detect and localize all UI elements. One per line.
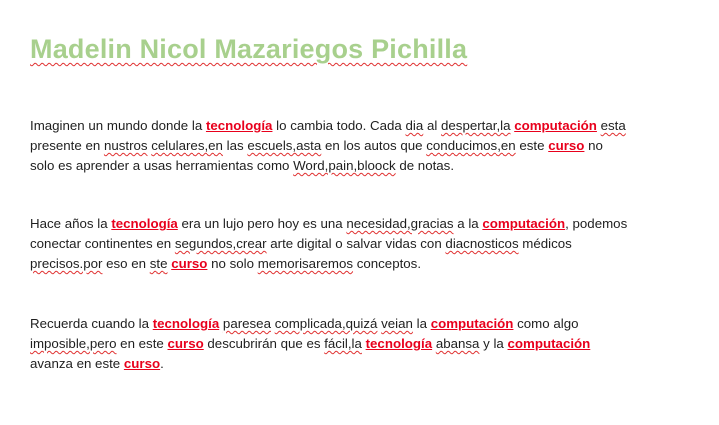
misspelled-word: abansa (435, 336, 480, 351)
text-run: y la (479, 336, 508, 351)
text-run: en este (116, 336, 168, 351)
keyword: computación (430, 316, 514, 331)
text-run: en los autos que (321, 138, 427, 153)
misspelled-word: segundos,crear (174, 236, 267, 251)
text-run: presente en (30, 138, 104, 153)
paragraph-3 (30, 314, 630, 374)
text-run: a la (453, 216, 483, 231)
misspelled-word: despertar,la (441, 118, 511, 133)
misspelled-word: diacnosticos (445, 236, 519, 251)
misspelled-word: ste (149, 256, 168, 271)
text-run: . (160, 356, 164, 371)
text-run: no solo es aprender a usas herramientas como (30, 138, 603, 173)
text-run: no solo (207, 256, 258, 271)
text-run: conceptos. (353, 256, 422, 271)
keyword: curso (123, 356, 161, 371)
misspelled-word: necesidad,gracias (346, 216, 454, 231)
misspelled-word: fácil,la (324, 336, 362, 351)
misspelled-word: esta (600, 118, 626, 133)
text-run: avanza en este (30, 356, 124, 371)
keyword: tecnología (365, 336, 433, 351)
keyword: computación (482, 216, 566, 231)
text-run: descubrirán que es (203, 336, 325, 351)
keyword: tecnología (111, 216, 178, 231)
misspelled-word: escuels,asta (247, 138, 322, 153)
keyword: curso (171, 256, 208, 271)
misspelled-word: dia (405, 118, 424, 133)
keyword: tecnología (152, 316, 220, 331)
misspelled-word: imposible,pero (30, 336, 117, 351)
misspelled-word: paresea (222, 316, 271, 331)
misspelled-word: Word,pain,bloock (293, 158, 396, 173)
misspelled-word: celulares,en (151, 138, 223, 153)
text-run: Recuerda cuando la (30, 316, 153, 331)
text-run: este (515, 138, 549, 153)
text-run: Hace años la (30, 216, 112, 231)
keyword: computación (507, 336, 591, 351)
title-text: Madelin Nicol Mazariegos Pichilla (30, 34, 468, 64)
keyword: curso (167, 336, 204, 351)
keyword: curso (548, 138, 585, 153)
text-run: la (412, 316, 431, 331)
text-run: lo cambia todo. Cada (272, 118, 406, 133)
paragraph-1 (30, 116, 630, 176)
keyword: computación (514, 118, 597, 133)
misspelled-word: memorisaremos (257, 256, 354, 271)
text-run: , podemos conectar continentes en (30, 216, 628, 251)
misspelled-word: conducimos,en (426, 138, 516, 153)
document-title (30, 34, 467, 65)
misspelled-word: complicada,quizá (274, 316, 378, 331)
text-run: eso en (102, 256, 150, 271)
paragraph-2 (30, 214, 630, 274)
text-run: arte digital o salvar vidas con (266, 236, 446, 251)
text-run: como algo (513, 316, 579, 331)
text-run: médicos (518, 236, 572, 251)
keyword: tecnología (205, 118, 273, 133)
misspelled-word: precisos.por (30, 256, 103, 271)
misspelled-word: nustros (103, 138, 148, 153)
text-run: era un lujo pero hoy es una (177, 216, 347, 231)
text-run: al (423, 118, 441, 133)
text-run: las (222, 138, 248, 153)
misspelled-word: veian (381, 316, 413, 331)
text-run: Imaginen un mundo donde la (30, 118, 206, 133)
text-run: de notas. (395, 158, 455, 173)
